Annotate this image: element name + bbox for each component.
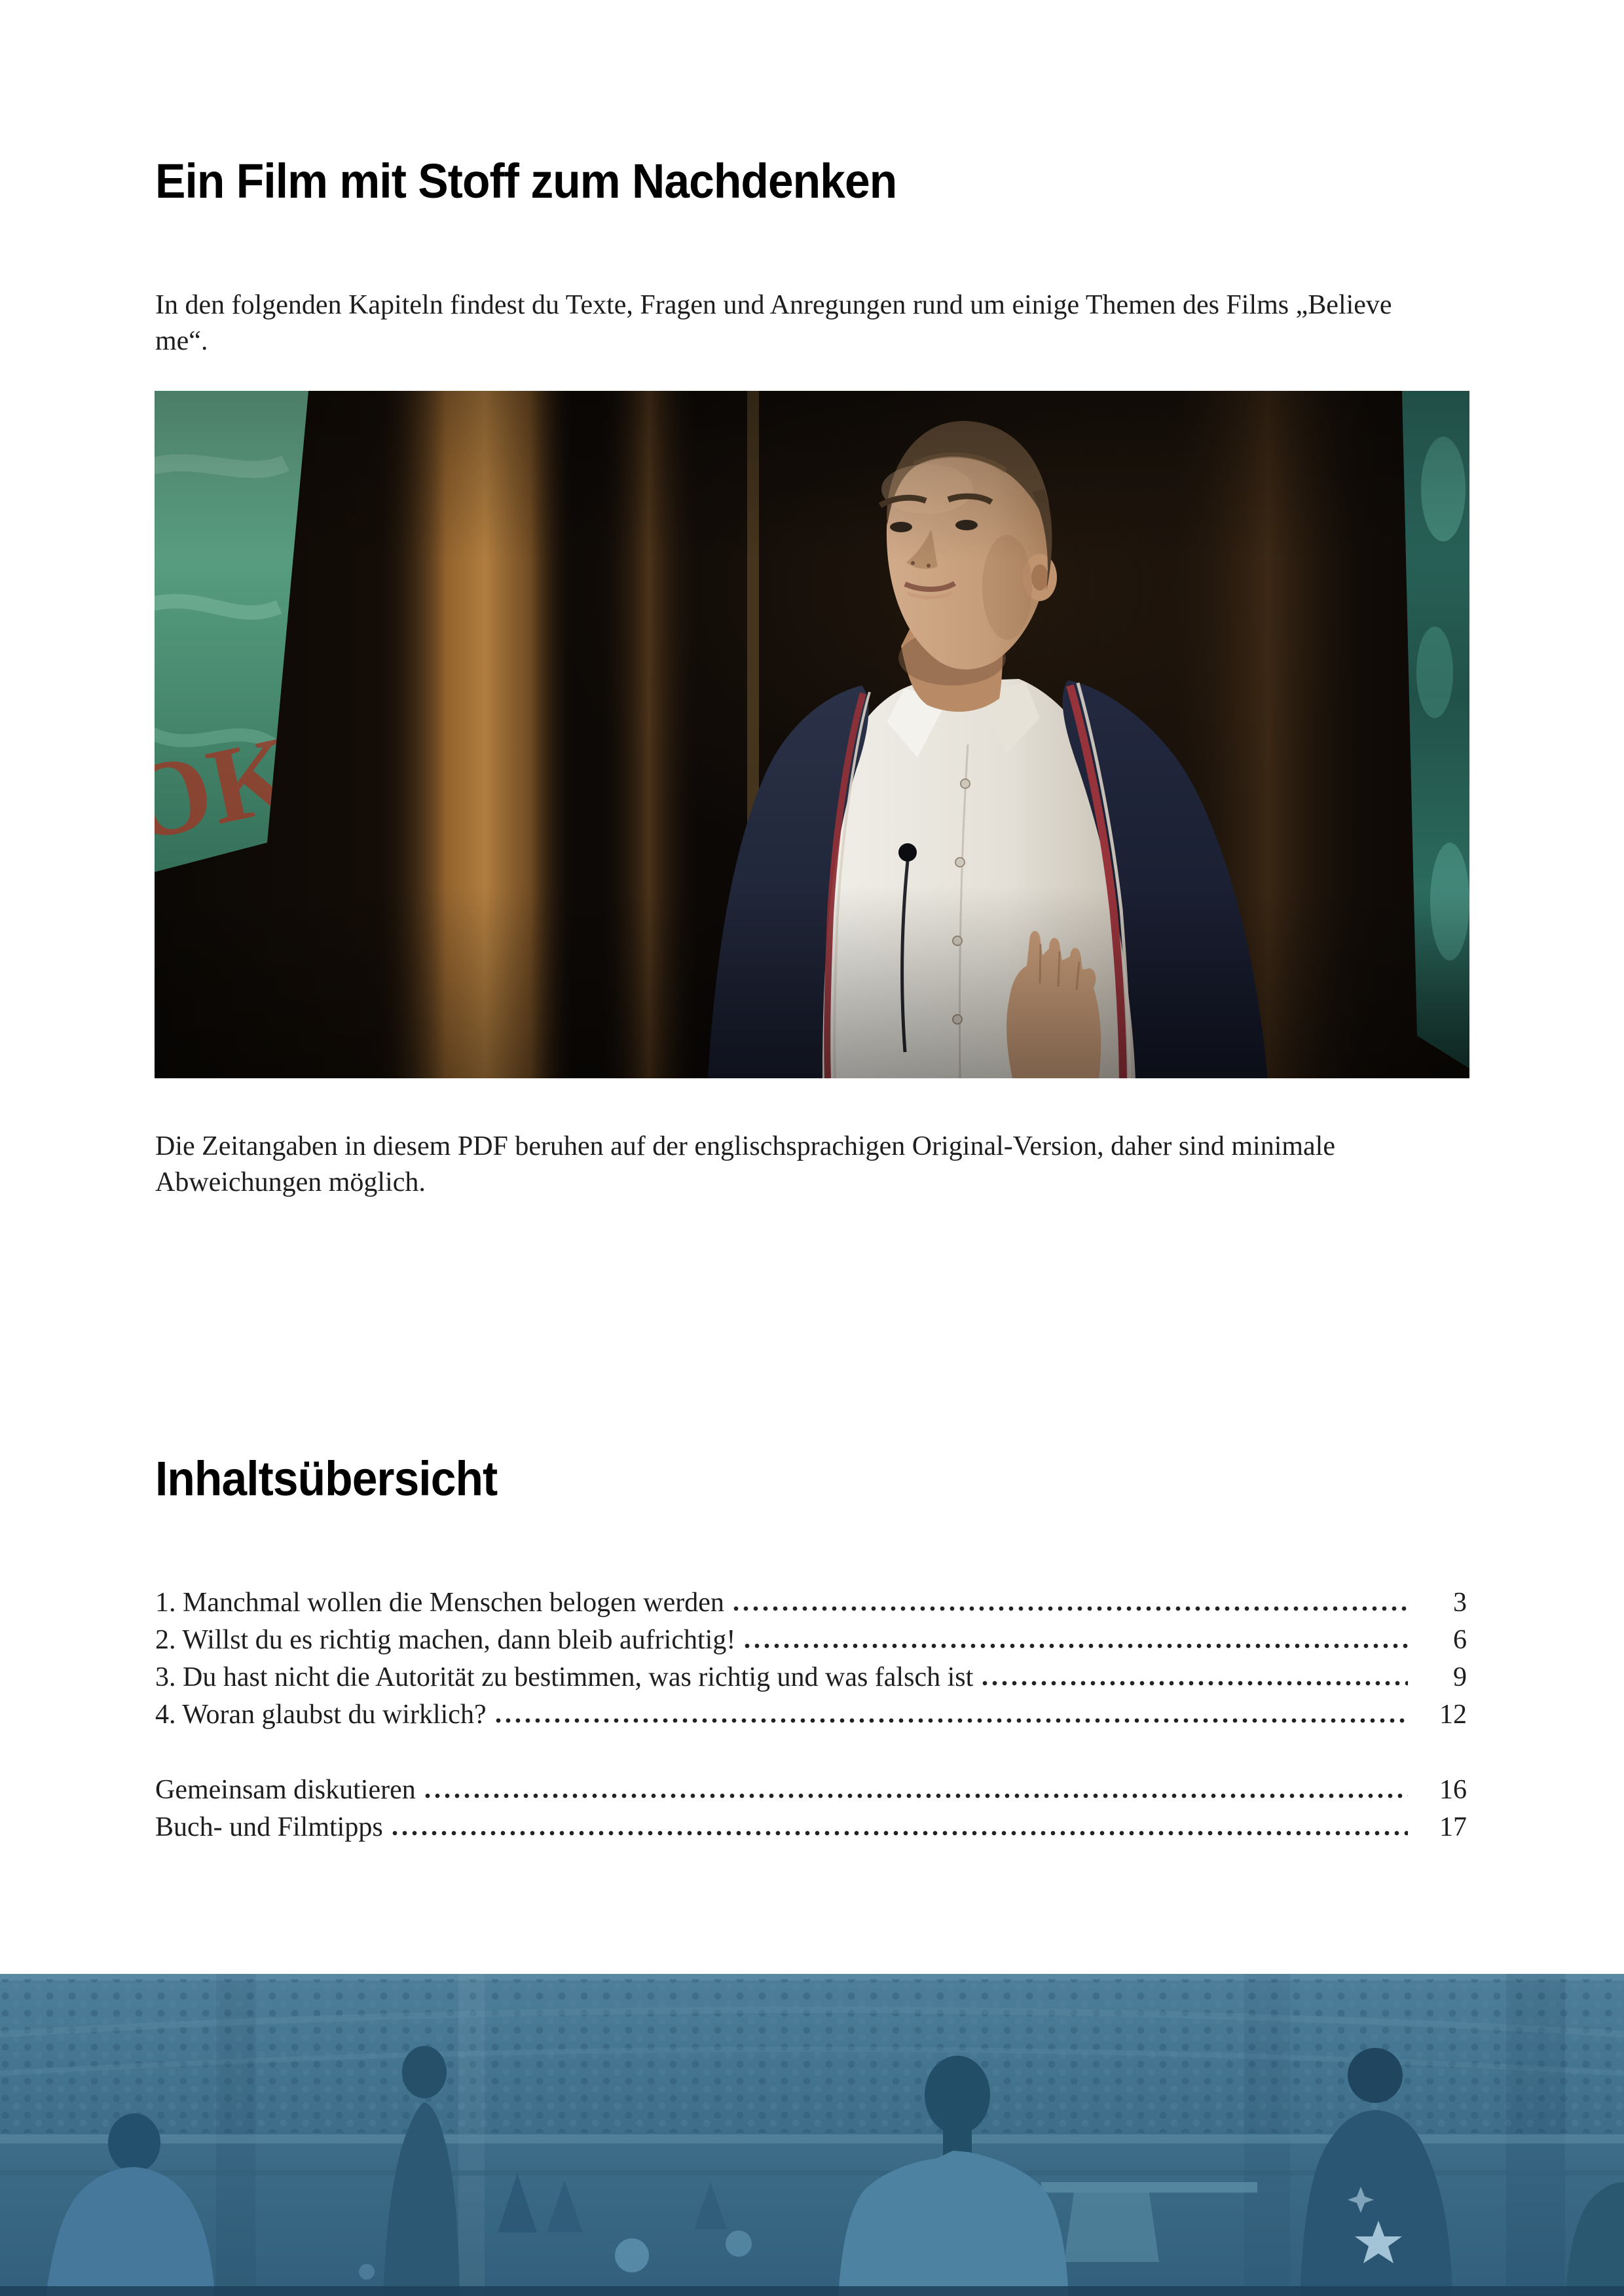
toc-item-page: 17 xyxy=(1439,1812,1467,1842)
toc-item[interactable] xyxy=(155,1812,1467,1849)
toc-item[interactable] xyxy=(155,1587,1467,1624)
toc-item[interactable] xyxy=(155,1774,1467,1812)
toc-item-page: 16 xyxy=(1439,1775,1467,1805)
page-title: Ein Film mit Stoff zum Nachdenken xyxy=(155,154,897,208)
table-of-contents xyxy=(155,1587,1467,1849)
toc-leader-dots xyxy=(733,1606,1408,1611)
footer-bottom-strip xyxy=(0,2286,1624,2296)
toc-group-spacer xyxy=(155,1736,1467,1774)
toc-heading: Inhaltsübersicht xyxy=(155,1451,498,1506)
toc-item-page: 6 xyxy=(1453,1625,1467,1655)
toc-item-label: Buch- und Filmtipps xyxy=(155,1812,383,1842)
toc-item[interactable] xyxy=(155,1624,1467,1662)
toc-item-page: 12 xyxy=(1439,1700,1467,1730)
toc-leader-dots xyxy=(496,1718,1408,1723)
toc-item-label: 4. Woran glaubst du wirklich? xyxy=(155,1700,487,1730)
toc-item-page: 3 xyxy=(1453,1588,1467,1618)
intro-paragraph: In den folgenden Kapiteln findest du Texte, Fragen und Anregungen rund um einige Themen des Films „Believe me“. xyxy=(155,290,1392,356)
toc-item-label: Gemeinsam diskutieren xyxy=(155,1775,416,1805)
toc-item[interactable] xyxy=(155,1699,1467,1736)
toc-item-label: 2. Willst du es richtig machen, dann bleib aufrichtig! xyxy=(155,1625,736,1655)
toc-item-label: 3. Du hast nicht die Autorität zu bestimmen, was richtig und was falsch ist xyxy=(155,1662,974,1692)
toc-leader-dots xyxy=(392,1831,1408,1836)
toc-item-page: 9 xyxy=(1453,1662,1467,1692)
toc-item-label: 1. Manchmal wollen die Menschen belogen werden xyxy=(155,1588,724,1618)
footer-photo xyxy=(0,1974,1624,2296)
stage-photo xyxy=(155,391,1469,1078)
toc-leader-dots xyxy=(745,1643,1408,1649)
toc-item[interactable] xyxy=(155,1662,1467,1699)
toc-leader-dots xyxy=(982,1681,1408,1686)
note-paragraph: Die Zeitangaben in diesem PDF beruhen auf der englischsprachigen Original-Version, daher sind minimale Abweichungen möglich. xyxy=(155,1131,1335,1197)
toc-leader-dots xyxy=(425,1793,1408,1798)
